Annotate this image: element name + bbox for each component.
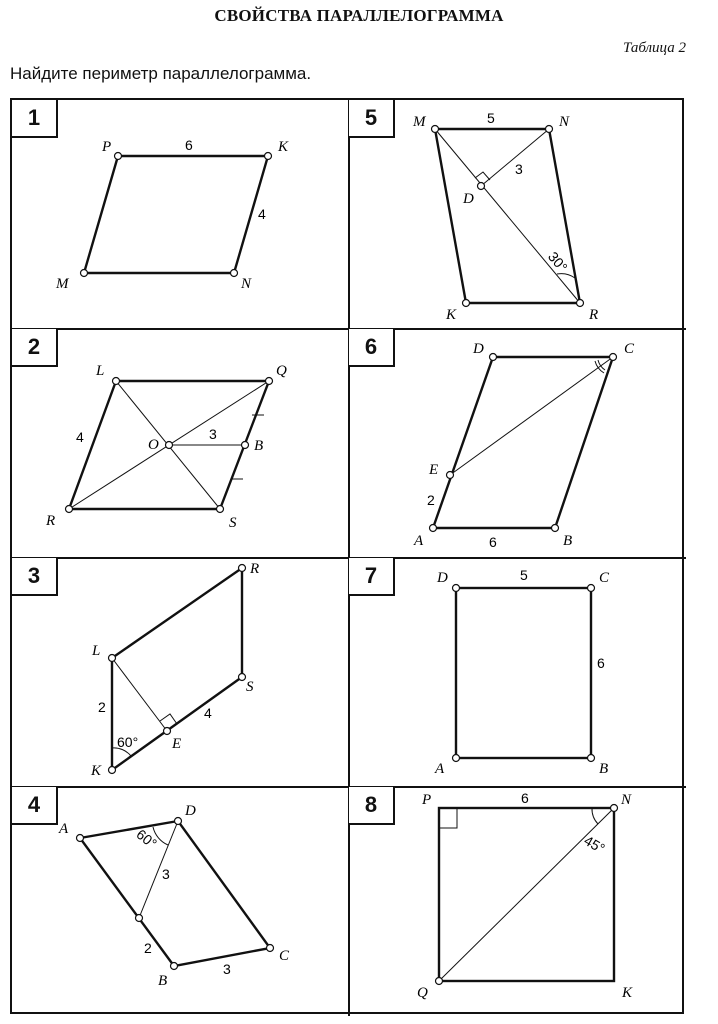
label-q: Q bbox=[417, 985, 428, 1001]
page-title: СВОЙСТВА ПАРАЛЛЕЛОГРАММА bbox=[214, 6, 504, 25]
problem-number: 7 bbox=[349, 558, 395, 596]
label-k: K bbox=[622, 985, 633, 1001]
vertex-r bbox=[239, 565, 246, 572]
value-nd: 3 bbox=[515, 161, 523, 177]
problem-number: 1 bbox=[12, 100, 58, 138]
vertex-l bbox=[113, 378, 120, 385]
rectangle bbox=[456, 588, 591, 758]
value-dc: 5 bbox=[520, 567, 528, 583]
label-s: S bbox=[229, 515, 237, 531]
point-d bbox=[478, 183, 485, 190]
instruction-text: Найдите периметр параллелограмма. bbox=[10, 64, 312, 83]
label-a: A bbox=[59, 821, 69, 837]
figure-3 bbox=[12, 558, 349, 787]
vertex-s bbox=[239, 674, 246, 681]
value-es: 4 bbox=[204, 705, 212, 721]
point-o bbox=[166, 442, 173, 449]
vertex-a bbox=[430, 525, 437, 532]
parallelogram bbox=[433, 357, 613, 528]
point-foot bbox=[136, 915, 143, 922]
figure-6 bbox=[349, 329, 686, 558]
label-m: M bbox=[56, 276, 69, 292]
label-p: P bbox=[102, 139, 112, 155]
vertex-q bbox=[436, 978, 443, 985]
value-ae: 2 bbox=[427, 492, 435, 508]
label-k: K bbox=[91, 763, 102, 779]
problem-2 bbox=[12, 329, 349, 558]
label-l: L bbox=[92, 643, 101, 659]
value-lr: 4 bbox=[76, 429, 84, 445]
vertex-k bbox=[109, 767, 116, 774]
value-bc: 3 bbox=[223, 961, 231, 977]
vertex-s bbox=[217, 506, 224, 513]
label-b: B bbox=[599, 761, 609, 777]
vertex-q bbox=[266, 378, 273, 385]
label-c: C bbox=[279, 948, 290, 964]
right-angle-mark bbox=[439, 808, 457, 828]
problem-number: 6 bbox=[349, 329, 395, 367]
label-q: Q bbox=[276, 363, 287, 379]
point-e bbox=[164, 728, 171, 735]
figure-4 bbox=[12, 787, 349, 1016]
vertex-d bbox=[453, 585, 460, 592]
problem-4 bbox=[12, 787, 349, 1016]
figure-7 bbox=[349, 558, 686, 787]
label-e: E bbox=[172, 736, 182, 752]
label-e: E bbox=[429, 462, 439, 478]
label-b: B bbox=[563, 533, 573, 549]
label-b: B bbox=[158, 973, 168, 989]
label-b: B bbox=[254, 438, 264, 454]
figure-8 bbox=[349, 787, 686, 1016]
label-c: C bbox=[624, 341, 635, 357]
value-d-diag: 3 bbox=[162, 866, 170, 882]
value-pn: 6 bbox=[521, 790, 529, 806]
problem-1 bbox=[12, 100, 349, 329]
right-angle-mark bbox=[475, 172, 490, 180]
label-k: K bbox=[278, 139, 289, 155]
label-d: D bbox=[185, 803, 196, 819]
label-c: C bbox=[599, 570, 610, 586]
label-s: S bbox=[246, 679, 254, 695]
problem-number: 8 bbox=[349, 787, 395, 825]
vertex-a bbox=[77, 835, 84, 842]
angle-arc bbox=[592, 808, 598, 824]
vertex-n bbox=[231, 270, 238, 277]
label-n: N bbox=[559, 114, 570, 130]
label-p: P bbox=[422, 792, 432, 808]
vertex-c bbox=[588, 585, 595, 592]
problem-3 bbox=[12, 558, 349, 787]
vertex-p bbox=[115, 153, 122, 160]
value-angle-k: 60° bbox=[117, 734, 139, 750]
problems-grid bbox=[10, 98, 684, 1014]
vertex-d bbox=[490, 354, 497, 361]
label-n: N bbox=[621, 792, 632, 808]
label-r: R bbox=[589, 307, 599, 323]
vertex-n bbox=[611, 805, 618, 812]
vertex-r bbox=[66, 506, 73, 513]
problem-number: 4 bbox=[12, 787, 58, 825]
value-pk: 6 bbox=[185, 137, 193, 153]
vertex-r bbox=[577, 300, 584, 307]
diagonal-mr bbox=[435, 129, 580, 303]
problem-number: 2 bbox=[12, 329, 58, 367]
label-r: R bbox=[250, 561, 260, 577]
problem-5 bbox=[349, 100, 686, 329]
value-angle-d: 60° bbox=[133, 825, 160, 852]
figure-5 bbox=[349, 100, 686, 329]
figure-1 bbox=[12, 100, 349, 329]
label-r: R bbox=[46, 513, 56, 529]
value-angle-n: 45° bbox=[581, 832, 608, 857]
label-d: D bbox=[437, 570, 448, 586]
vertex-m bbox=[432, 126, 439, 133]
perpendicular-nd bbox=[481, 129, 549, 186]
label-o: O bbox=[148, 437, 159, 453]
problem-number: 3 bbox=[12, 558, 58, 596]
value-lk: 2 bbox=[98, 699, 106, 715]
value-b-seg: 2 bbox=[144, 940, 152, 956]
vertex-a bbox=[453, 755, 460, 762]
label-m: M bbox=[413, 114, 426, 130]
figure-2 bbox=[12, 329, 349, 558]
right-angle-mark bbox=[160, 714, 177, 724]
value-ob: 3 bbox=[209, 426, 217, 442]
vertex-d bbox=[175, 818, 182, 825]
label-d: D bbox=[473, 341, 484, 357]
vertex-b bbox=[552, 525, 559, 532]
value-angle-r: 30° bbox=[544, 248, 571, 275]
table-label: Таблица 2 bbox=[623, 40, 686, 56]
vertex-c bbox=[267, 945, 274, 952]
label-a: A bbox=[435, 761, 445, 777]
angle-arc bbox=[557, 274, 575, 278]
vertex-k bbox=[463, 300, 470, 307]
problem-6 bbox=[349, 329, 686, 558]
bisector-ce bbox=[450, 357, 613, 475]
height-le bbox=[112, 658, 167, 731]
vertex-n bbox=[546, 126, 553, 133]
value-cb: 6 bbox=[597, 655, 605, 671]
vertex-k bbox=[265, 153, 272, 160]
value-kn: 4 bbox=[258, 206, 266, 222]
vertex-b bbox=[171, 963, 178, 970]
label-n: N bbox=[241, 276, 252, 292]
label-l: L bbox=[96, 363, 105, 379]
problem-number: 5 bbox=[349, 100, 395, 138]
problem-8 bbox=[349, 787, 686, 1016]
vertex-m bbox=[81, 270, 88, 277]
vertex-l bbox=[109, 655, 116, 662]
label-a: A bbox=[414, 533, 424, 549]
parallelogram bbox=[84, 156, 268, 273]
label-d: D bbox=[463, 191, 474, 207]
point-b bbox=[242, 442, 249, 449]
label-k: K bbox=[446, 307, 457, 323]
point-e bbox=[447, 472, 454, 479]
vertex-b bbox=[588, 755, 595, 762]
value-ab: 6 bbox=[489, 534, 497, 550]
value-mn: 5 bbox=[487, 110, 495, 126]
vertex-c bbox=[610, 354, 617, 361]
parallelogram bbox=[80, 821, 270, 966]
problem-7 bbox=[349, 558, 686, 787]
